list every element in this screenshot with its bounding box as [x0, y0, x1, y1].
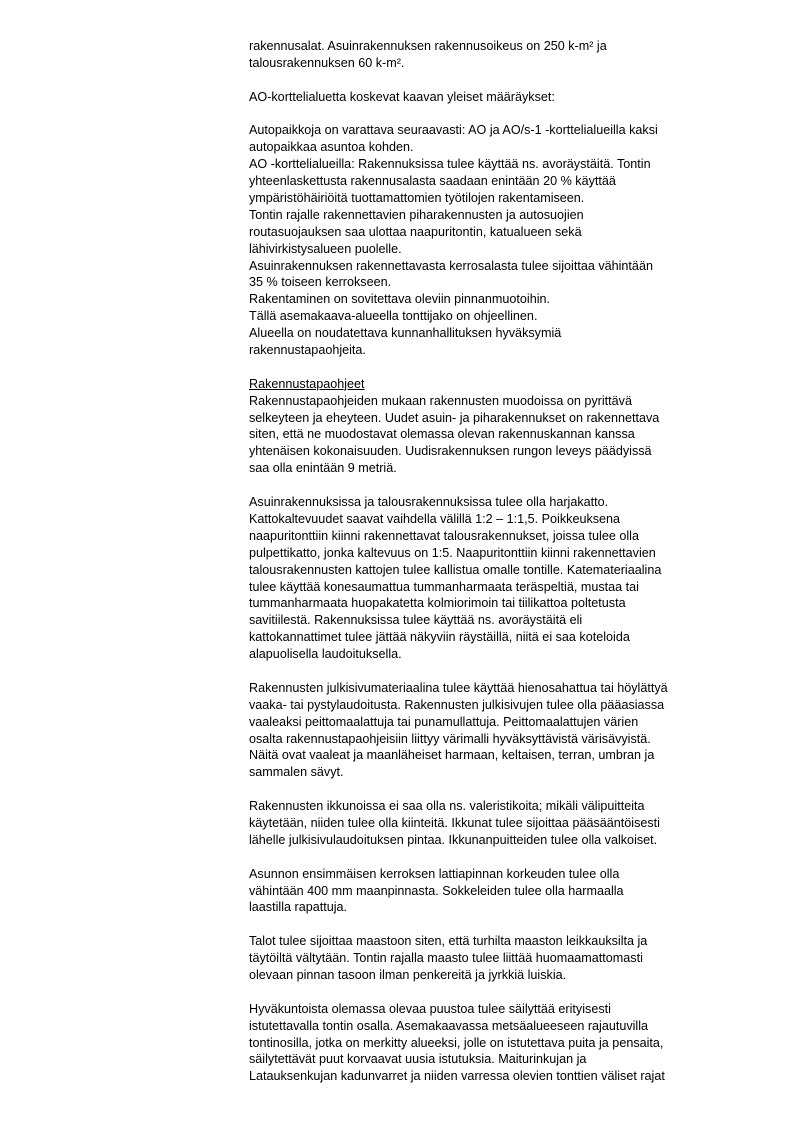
text-line: vähintään 400 mm maanpinnasta. Sokkeleiden tulee olla harmaalla: [249, 883, 624, 898]
text-line: tummanharmaata huopakatetta kolmiorimoin tai tiilikattoa poltetusta: [249, 596, 626, 611]
blank-line: [249, 477, 739, 494]
blank-line: [249, 106, 739, 123]
text-line: säilytettävät puut korvaavat uusia istutuksia. Maiturinkujan ja: [249, 1052, 587, 1067]
text-line: täytöiltä vältytään. Tontin rajalla maasto tulee liittää huomaamattomasti: [249, 951, 643, 966]
blank-line: [249, 849, 739, 866]
text-line: Latauksenkujan kadunvarret ja niiden varressa olevien tonttien väliset rajat: [249, 1069, 665, 1084]
text-line: yhteenlaskettusta rakennusalasta saadaan enintään 20 % käyttää: [249, 174, 616, 189]
section-heading: Rakennustapaohjeet: [249, 376, 365, 391]
text-line: ympäristöhäiriöitä tuottamattomien työtilojen rakentamiseen.: [249, 191, 585, 206]
text-line: talousrakennusten kattojen tulee kallistua omalle tontille. Katemateriaalina: [249, 562, 662, 577]
text-line: Autopaikkoja on varattava seuraavasti: AO ja AO/s-1 -korttelialueilla kaksi: [249, 123, 658, 138]
blank-line: [249, 984, 739, 1001]
text-line: tulee käyttää konesaumattua tummanharmaata teräspeltiä, mustaa tai: [249, 579, 639, 594]
text-line: alapuolisella laudoituksella.: [249, 647, 402, 662]
text-line: siten, että ne muodostavat olemassa olevan rakennuskannan kanssa: [249, 427, 635, 442]
text-line: autopaikkaa asuntoa kohden.: [249, 140, 414, 155]
text-line: AO -korttelialueilla: Rakennuksissa tulee käyttää ns. avoräystäitä. Tontin: [249, 157, 651, 172]
text-line: Rakennusten julkisivumateriaalina tulee käyttää hienosahattua tai höylättyä: [249, 680, 668, 695]
text-line: rakennusalat. Asuinrakennuksen rakennusoikeus on 250 k-m² ja: [249, 39, 607, 53]
text-line: laastilla rapattuja.: [249, 900, 348, 915]
text-line: Asuinrakennuksissa ja talousrakennuksissa tulee olla harjakatto.: [249, 495, 609, 510]
text-line: osalta rakennustapaohjeisiin liittyy värimalli hyväksyttävistä värisävyistä.: [249, 731, 651, 746]
text-line: selkeyteen ja eheyteen. Uudet asuin- ja piharakennukset on rakennettava: [249, 410, 660, 425]
text-line: lähivirkistysalueen puolelle.: [249, 241, 402, 256]
document-body: [249, 38, 739, 1085]
text-line: istutettavalla tontin osalla. Asemakaavassa metsäalueeseen rajautuvilla: [249, 1018, 649, 1033]
text-line: sammalen sävyt.: [249, 765, 344, 780]
text-line: Asunnon ensimmäisen kerroksen lattiapinnan korkeuden tulee olla: [249, 866, 620, 881]
text-line: routasuojauksen saa ulottaa naapuritontin, katualueen sekä: [249, 224, 582, 239]
text-line: Talot tulee sijoittaa maastoon siten, että turhilta maaston leikkauksilta ja: [249, 934, 648, 949]
text-line: tontinosilla, jotka on merkitty alueeksi, jolle on istutettava puita ja pensaita,: [249, 1035, 664, 1050]
text-line: Asuinrakennuksen rakennettavasta kerrosalasta tulee sijoittaa vähintään: [249, 258, 653, 273]
blank-line: [249, 663, 739, 680]
text-line: 35 % toiseen kerrokseen.: [249, 275, 392, 290]
text-line: savitiilestä. Rakennuksissa tulee käyttää ns. avoräystäitä eli: [249, 613, 583, 628]
text-line: olevaan pinnan tasoon ilman penkereitä ja jyrkkiä luiskia.: [249, 967, 567, 982]
blank-line: [249, 781, 739, 798]
text-line: vaaka- tai pystylaudoitusta. Rakennusten julkisivujen tulee olla pääasiassa: [249, 697, 665, 712]
text-line: Alueella on noudatettava kunnanhallituksen hyväksymiä: [249, 326, 562, 341]
text-line: kattokannattimet tulee jättää näkyviin räystäillä, niitä ei saa koteloida: [249, 630, 630, 645]
text-line: lähelle julkisivulaudoituksen pintaa. Ikkunanpuitteiden tulee olla valkoiset.: [249, 832, 658, 847]
text-line: Tontin rajalle rakennettavien piharakennusten ja autosuojien: [249, 207, 584, 222]
text-line: naapuritonttiin kiinni rakennettavat talousrakennukset, joissa tulee olla: [249, 528, 639, 543]
text-line: Näitä ovat vaaleat ja maanläheiset harmaan, keltaisen, terran, umbran ja: [249, 748, 655, 763]
text-line: käytetään, niiden tulee olla kiinteitä. Ikkunat tulee sijoittaa pääsääntöisesti: [249, 815, 660, 830]
text-line: yhtenäisen kokonaisuuden. Uudisrakennuksen rungon leveys päädyissä: [249, 444, 652, 459]
text-line: rakennustapaohjeita.: [249, 343, 366, 358]
text-line: AO-korttelialuetta koskevat kaavan yleiset määräykset:: [249, 89, 555, 104]
text-line: Kattokaltevuudet saavat vaihdella välillä 1:2 – 1:1,5. Poikkeuksena: [249, 511, 621, 526]
text-line: Rakennusten ikkunoissa ei saa olla ns. valeristikoita; mikäli välipuitteita: [249, 799, 645, 814]
text-line: vaaleaksi peittomaalattuja tai punamullattuja. Peittomaalattujen värien: [249, 714, 639, 729]
blank-line: [249, 72, 739, 89]
text-line: Rakennustapaohjeiden mukaan rakennusten muodoissa on pyrittävä: [249, 393, 632, 408]
blank-line: [249, 359, 739, 376]
text-line: pulpettikatto, jonka kaltevuus on 1:5. Naapuritonttiin kiinni rakennettavien: [249, 545, 656, 560]
text-line: Tällä asemakaava-alueella tonttijako on ohjeellinen.: [249, 309, 538, 324]
text-line: Hyväkuntoista olemassa olevaa puustoa tulee säilyttää erityisesti: [249, 1001, 611, 1016]
text-line: saa olla enintään 9 metriä.: [249, 461, 397, 476]
text-line: talousrakennuksen 60 k-m².: [249, 55, 405, 70]
blank-line: [249, 916, 739, 933]
text-line: Rakentaminen on sovitettava oleviin pinnanmuotoihin.: [249, 292, 551, 307]
